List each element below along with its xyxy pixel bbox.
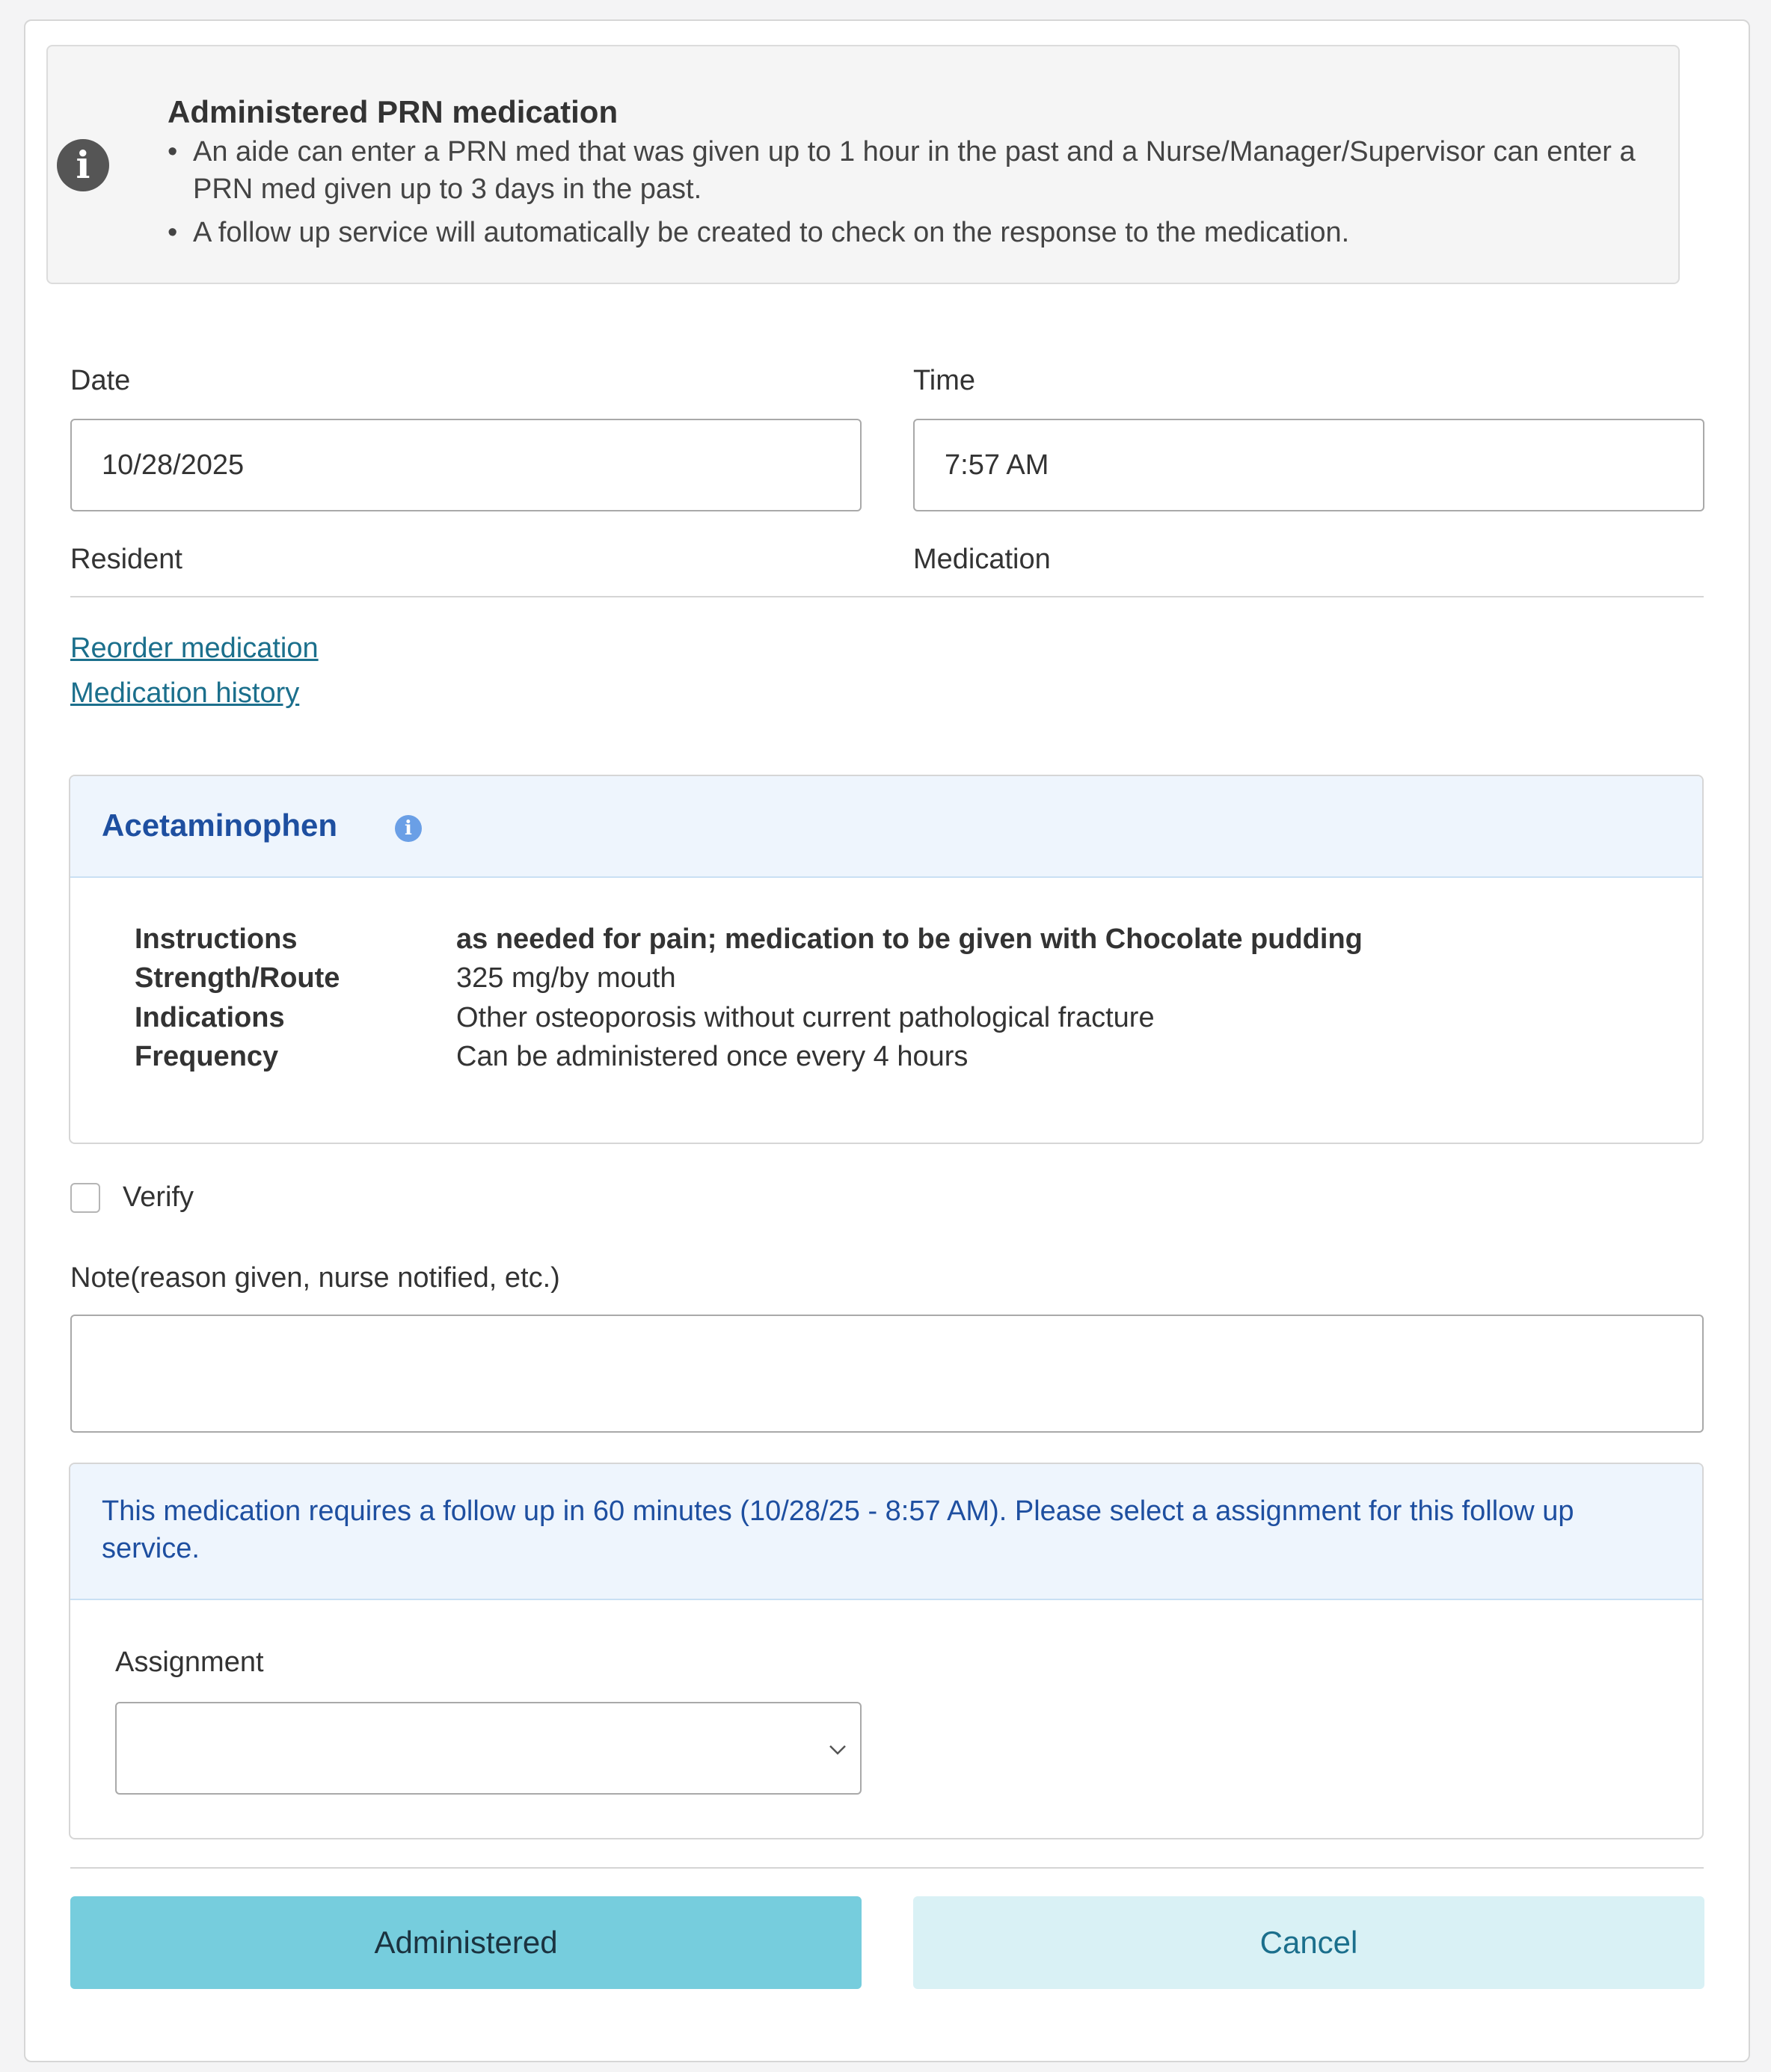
verify-label: Verify (123, 1181, 194, 1213)
medication-name: Acetaminophen (102, 808, 338, 843)
date-input[interactable]: 10/28/2025 (70, 419, 862, 511)
chevron-down-icon (823, 1733, 853, 1763)
medication-label: Medication (913, 544, 1051, 575)
detail-key-frequency: Frequency (135, 1041, 279, 1072)
detail-key-indications: Indications (135, 1002, 285, 1033)
assignment-label: Assignment (115, 1647, 264, 1678)
followup-header (70, 1464, 1702, 1600)
followup-card (69, 1463, 1704, 1839)
assignment-select[interactable] (115, 1702, 862, 1795)
detail-value-indications: Other osteoporosis without current pathological fracture (456, 1002, 1155, 1033)
medication-info-icon[interactable]: i (395, 815, 422, 842)
medication-card (69, 775, 1704, 1144)
info-bullet: • A follow up service will automatically be created to check on the response to the medication. (193, 214, 1670, 251)
info-title: Administered PRN medication (168, 94, 619, 129)
verify-checkbox[interactable] (70, 1183, 100, 1213)
resident-label: Resident (70, 544, 182, 575)
date-label: Date (70, 365, 131, 396)
info-bullet: • An aide can enter a PRN med that was given up to 1 hour in the past and a Nurse/Manager/Supervisor can enter a PRN med given up to 3 days in the past. (193, 133, 1670, 208)
medication-history-link[interactable]: Medication history (70, 677, 300, 709)
time-input[interactable]: 7:57 AM (913, 419, 1704, 511)
detail-value-strength: 325 mg/by mouth (456, 962, 676, 994)
detail-value-instructions: as needed for pain; medication to be given with Chocolate pudding (456, 923, 1363, 955)
followup-message: This medication requires a follow up in 60 minutes (10/28/25 - 8:57 AM). Please select a assignment for this follow up service. (102, 1495, 1574, 1564)
footer-divider (70, 1867, 1704, 1869)
note-textarea[interactable] (70, 1315, 1704, 1433)
cancel-button[interactable]: Cancel (913, 1896, 1704, 1989)
field-divider (70, 596, 1704, 597)
administered-button[interactable]: Administered (70, 1896, 862, 1989)
info-bullets (193, 133, 1670, 257)
detail-key-instructions: Instructions (135, 923, 298, 955)
reorder-medication-link[interactable]: Reorder medication (70, 633, 319, 664)
info-circle-icon: i (57, 139, 109, 191)
detail-key-strength: Strength/Route (135, 962, 340, 994)
note-label: Note(reason given, nurse notified, etc.) (70, 1262, 560, 1294)
time-label: Time (913, 365, 976, 396)
detail-value-frequency: Can be administered once every 4 hours (456, 1041, 969, 1072)
medication-card-header (70, 776, 1702, 878)
